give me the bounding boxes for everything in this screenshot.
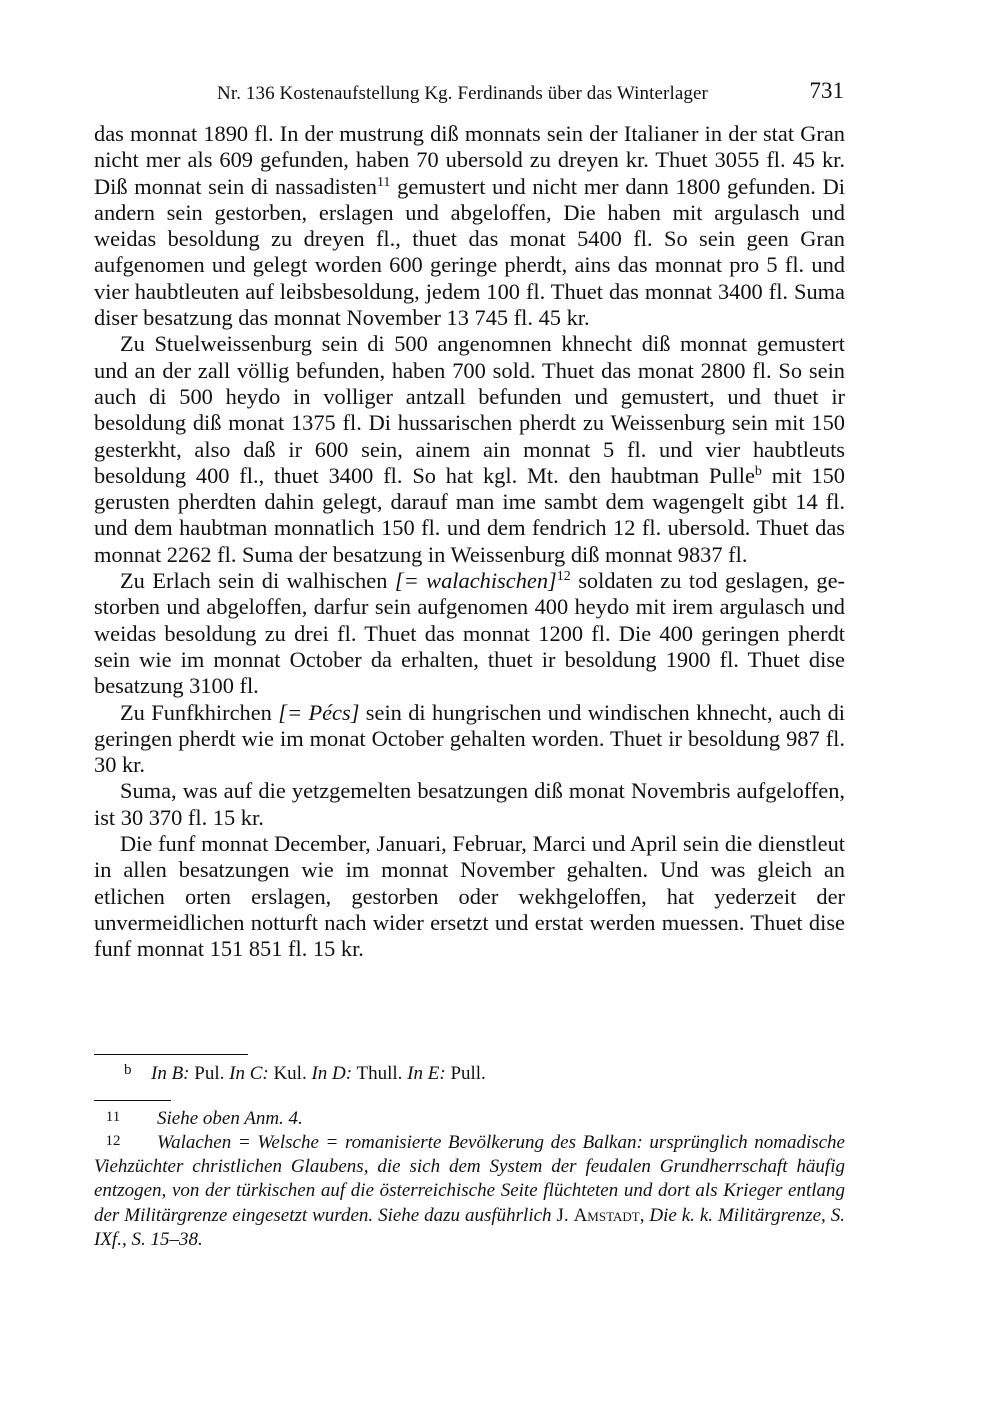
witness-reading: Kul. xyxy=(268,1063,312,1084)
footnote-text xyxy=(94,1131,845,1252)
author-initial: J. xyxy=(556,1204,574,1226)
footnote-mark: b xyxy=(124,1062,132,1078)
running-title: Nr. 136 Kostenaufstellung Kg. Ferdinands über das Winterlager xyxy=(217,83,708,104)
witness-reading: Thull. xyxy=(352,1063,408,1084)
footnote-text: Siehe oben Anm. 4. xyxy=(157,1108,303,1129)
paragraph-4-text-b: sein di hungrischen und windischen khnecht, auch di geringen pherdt wie im monat October gehalten worden. Thuet ir besoldung 987 fl. 30 kr. xyxy=(94,699,846,778)
footnote-number: 11 xyxy=(105,1109,121,1125)
cited-title: Die k. k. Militärgrenze, S. IXf., S. 15–38. xyxy=(94,1204,845,1250)
witness-reading: Pul. xyxy=(189,1063,230,1084)
footnote-divider xyxy=(94,1054,248,1055)
editorial-gloss: [= Pécs] xyxy=(278,699,360,725)
paragraph-4-text-a: Zu Funfkhirchen xyxy=(120,699,279,725)
footnote-divider xyxy=(94,1100,171,1101)
paragraph-3 xyxy=(94,568,845,699)
paragraph-5: Suma, was auf die yetzgemelten besatzungen diß monat Novembris aufgeloffen, ist 30 370 fl. 15 kr. xyxy=(94,778,845,830)
paragraph-3-text-a: Zu Erlach sein di walhischen xyxy=(120,568,395,594)
paragraph-2-text-a: Zu Stuelweissenburg sein di 500 angenomnen khnecht diß monnat gemustert und an der zall völlig befunden, haben 700 sold. Thuet das monat 2800 fl. So sein auch di 500 heydo in volliger antzall befunden und gemustert, und thuet ir besoldung diß monat 1375 fl. Di hussarischen pherdt zu Weissenburg sein mit 150 gesterkht, also daß ir 600 sein, ainem ain monnat 5 fl. und vier haubtleuts besoldung 400 fl., thuet 3400 fl. So hat kgl. Mt. den haubtman Pulle xyxy=(94,331,845,488)
paragraph-6: Die funf monnat December, Januari, Februar, Marci und April sein die dienstleut in allen besatzungen wie im monnat November gehalten. Und was gleich an etlichen orten erslagen, gestorben oder wekhgeloffen, hat yederzeit der unvermeidlichen notturft nach wider ersetzt und erstat werden muessen. Thuet dise funf monnat 151 851 fl. 15 kr. xyxy=(94,831,845,962)
footnote-separator: , xyxy=(639,1204,650,1226)
page-number: 731 xyxy=(809,78,844,103)
paragraph-1-text-b: gemustert und nicht mer dann 1800 gefunden. Di andern sein gestorben, erslagen und abgeloffen, Die haben mit argulasch und weidas besoldung zu dreyen fl., thuet das monat 5400 fl. So sein geen Gran aufgenomen und gelegt worden 600 geringe pherdt, ains das monnat pro 5 fl. und vier haubtleuten auf leibsbesoldung, jedem 100 fl. Thuet das monnat 3400 fl. Suma diser besatzung das monnat November 13 745 fl. 45 kr. xyxy=(94,173,845,331)
running-header xyxy=(94,80,844,110)
paragraph-3-text-b: soldaten zu tod geslagen, gestorben und abgeloffen, darfur sein aufgenomen 400 heydo mit irem argulasch und weidas besoldung zu drei fl. Thuet das monnat 1200 fl. Die 400 geringen pherdt sein wie im monnat October da erhalten, thuet ir besoldung 1900 fl. Thuet dise besatzung 3100 fl. xyxy=(94,568,845,699)
witness-reading: Pull. xyxy=(445,1063,486,1084)
editorial-gloss: [= walachischen] xyxy=(394,568,557,594)
footnote-ref-11: 11 xyxy=(376,174,391,190)
witness-label: In B: xyxy=(151,1063,190,1084)
footnote-text-a: Walachen = Welsche = romanisierte Bevölkerung des Balkan: ursprünglich nomadische Viehzüchter christlichen Glaubens, die sich dem System der feudalen Grundherrschaft häufig entzogen, von der türkischen auf die österreichische Seite flüchteten und dort als Krieger entlang der Militärgrenze eingesetzt wurden. Siehe dazu ausführlich xyxy=(94,1132,845,1226)
footnote-12 xyxy=(94,1131,845,1252)
footnote-ref-b: b xyxy=(754,463,762,479)
witness-label: In C: xyxy=(229,1063,269,1084)
footnote-ref-12: 12 xyxy=(556,569,571,585)
paragraph-1-text-a: das monnat 1890 fl. In der mustrung diß monnats sein der Italianer in der stat Gran nicht mer als 609 gefunden, haben 70 ubersold zu dreyen kr. Thuet 3055 fl. 45 kr. Diß monnat sein di nassadisten xyxy=(94,121,845,199)
paragraph-1 xyxy=(94,121,845,331)
paragraph-2 xyxy=(94,331,845,568)
main-text xyxy=(94,121,845,963)
paragraph-2-text-b: mit 150 gerusten pherdten dahin gelegt, darauf man ime sambt dem wagengelt gibt 14 fl. und dem haubtman monnatlich 150 fl. und dem fendrich 12 fl. ubersold. Thuet das monnat 2262 fl. Suma der besatzung in Weissenburg diß monnat 9837 fl. xyxy=(94,462,845,567)
witness-label: In E: xyxy=(407,1063,446,1084)
witness-label: In D: xyxy=(311,1063,353,1084)
author-name: Amstadt xyxy=(573,1204,640,1226)
footnote-11 xyxy=(94,1107,845,1131)
footnote-text xyxy=(151,1061,486,1087)
paragraph-4 xyxy=(94,700,845,779)
footnote-number: 12 xyxy=(105,1133,121,1149)
